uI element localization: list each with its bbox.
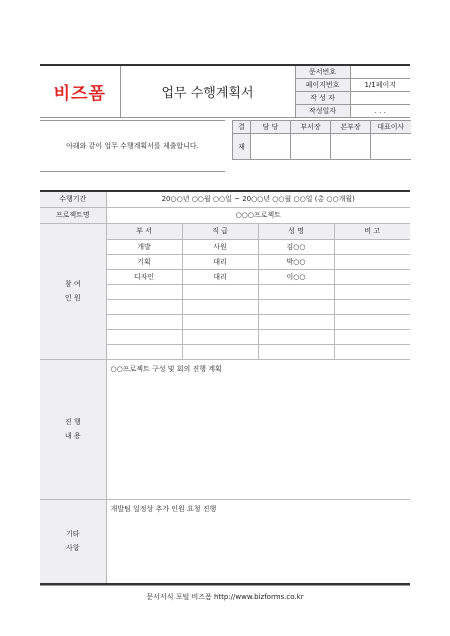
member-dept[interactable] <box>106 284 182 299</box>
footer: 문서서식 포털 비즈폼 http://www.bizforms.co.kr <box>40 585 410 602</box>
author-field[interactable] <box>350 91 410 104</box>
doc-number-label: 문서번호 <box>295 65 350 78</box>
member-note[interactable] <box>334 299 410 314</box>
page-number-field[interactable]: 1/1페이지 <box>350 78 410 91</box>
approval-role-staff: 담 당 <box>251 121 291 134</box>
member-name[interactable]: 박○○ <box>258 254 334 269</box>
date-label: 작성일자 <box>295 104 350 117</box>
progress-label: 진 행 내 용 <box>40 359 106 499</box>
member-dept[interactable]: 개발 <box>106 239 182 254</box>
member-dept[interactable]: 디자인 <box>106 269 182 284</box>
project-label: 프로젝트명 <box>40 207 106 223</box>
member-note[interactable] <box>334 329 410 344</box>
project-value[interactable]: ○○○프로젝트 <box>106 207 410 223</box>
approval-sign-staff[interactable] <box>251 134 291 160</box>
author-label: 작 성 자 <box>295 91 350 104</box>
member-note[interactable] <box>334 239 410 254</box>
member-rank[interactable] <box>182 344 258 359</box>
approval-sign-director[interactable] <box>331 134 371 160</box>
member-dept[interactable]: 기획 <box>106 254 182 269</box>
member-dept[interactable] <box>106 344 182 359</box>
page-number-label: 페이지번호 <box>295 78 350 91</box>
approval-label-top: 결 <box>233 121 251 134</box>
date-field[interactable]: . . . <box>350 104 410 117</box>
plan-table <box>40 190 410 585</box>
period-value[interactable]: 20○○년 ○○월 ○○일 ~ 20○○년 ○○월 ○○일 (총 ○○개월) <box>106 191 410 207</box>
approval-sign-ceo[interactable] <box>371 134 411 160</box>
member-note[interactable] <box>334 269 410 284</box>
period-label: 수행기간 <box>40 191 106 207</box>
member-name[interactable] <box>258 314 334 329</box>
member-dept[interactable] <box>106 329 182 344</box>
member-name[interactable] <box>258 299 334 314</box>
progress-content[interactable]: ○○프로젝트 구성 및 회의 진행 계획 <box>106 359 410 499</box>
approval-role-manager: 부서장 <box>291 121 331 134</box>
member-rank[interactable] <box>182 329 258 344</box>
approval-role-director: 본부장 <box>331 121 371 134</box>
document-header <box>40 64 410 118</box>
member-note[interactable] <box>334 314 410 329</box>
member-rank[interactable] <box>182 284 258 299</box>
etc-content[interactable]: 개발팀 일정상 추가 인원 요청 진행 <box>106 499 410 584</box>
document-title: 업무 수행계획서 <box>120 65 295 117</box>
intro-text: 아래와 같이 업무 수행계획서를 제출합니다. <box>40 120 225 172</box>
approval-role-ceo: 대표이사 <box>371 121 411 134</box>
member-rank[interactable] <box>182 299 258 314</box>
member-dept[interactable] <box>106 299 182 314</box>
member-name[interactable]: 김○○ <box>258 239 334 254</box>
member-header-rank: 직 급 <box>182 223 258 239</box>
member-name[interactable] <box>258 344 334 359</box>
member-note[interactable] <box>334 284 410 299</box>
doc-number-field[interactable] <box>350 65 410 78</box>
member-note[interactable] <box>334 344 410 359</box>
member-rank[interactable]: 대리 <box>182 269 258 284</box>
approval-label-bottom: 재 <box>233 134 251 160</box>
member-name[interactable] <box>258 329 334 344</box>
member-header-note: 비 고 <box>334 223 410 239</box>
member-header-dept: 부 서 <box>106 223 182 239</box>
member-rank[interactable]: 대리 <box>182 254 258 269</box>
member-rank[interactable] <box>182 314 258 329</box>
approval-sign-manager[interactable] <box>291 134 331 160</box>
member-name[interactable] <box>258 284 334 299</box>
etc-label: 기타 사항 <box>40 499 106 584</box>
members-label: 참 여 인 원 <box>40 223 106 359</box>
member-header-name: 성 명 <box>258 223 334 239</box>
member-name[interactable]: 이○○ <box>258 269 334 284</box>
member-dept[interactable] <box>106 314 182 329</box>
logo <box>40 65 120 117</box>
member-note[interactable] <box>334 254 410 269</box>
approval-table <box>232 120 411 160</box>
logo-text: 비즈폼 <box>53 83 106 104</box>
member-rank[interactable]: 사원 <box>182 239 258 254</box>
